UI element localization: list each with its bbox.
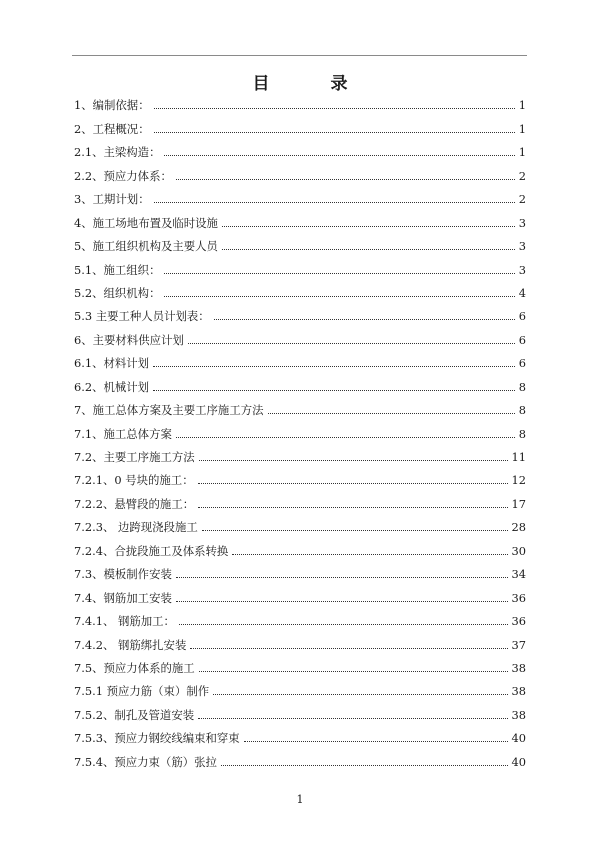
toc-entry-label: 7.2.4、合拢段施工及体系转换 xyxy=(74,543,229,558)
dot-leader xyxy=(198,718,507,719)
dot-leader xyxy=(164,273,514,274)
toc-entry-page: 8 xyxy=(518,426,526,441)
dot-leader xyxy=(222,226,515,227)
toc-title: 目 录 xyxy=(252,74,370,94)
toc-entry[interactable] xyxy=(74,419,526,442)
dot-leader xyxy=(214,319,515,320)
toc-entry-label: 7.5.1 预应力筋（束）制作 xyxy=(74,684,210,699)
toc-entry-page: 4 xyxy=(518,285,526,300)
dot-leader xyxy=(199,460,508,461)
toc-entry-page: 38 xyxy=(511,707,526,722)
toc-entry-label: 7.5.2、制孔及管道安装 xyxy=(74,707,195,722)
dot-leader xyxy=(154,202,515,203)
toc-entry-page: 37 xyxy=(511,637,526,652)
dot-leader xyxy=(179,624,508,625)
toc-entry[interactable] xyxy=(74,466,526,489)
dot-leader xyxy=(164,155,514,156)
toc-entry-page: 40 xyxy=(511,731,526,746)
toc-entry-page: 30 xyxy=(511,543,526,558)
toc-entry-label: 7.2.2、悬臂段的施工： xyxy=(74,496,195,511)
toc-entry[interactable] xyxy=(74,513,526,536)
toc-entry-label: 6.1、材料计划 xyxy=(74,356,150,371)
toc-entry[interactable] xyxy=(74,91,526,114)
toc-entry-label: 5、施工组织机构及主要人员 xyxy=(74,239,218,254)
toc-entry[interactable] xyxy=(74,325,526,348)
toc-entry-label: 7.2.3、 边跨现浇段施工 xyxy=(74,520,198,535)
dot-leader xyxy=(176,179,515,180)
toc-entry-page: 28 xyxy=(511,520,526,535)
toc-entry-label: 7.1、施工总体方案 xyxy=(74,426,172,441)
toc-entry[interactable] xyxy=(74,232,526,255)
toc-entry-label: 7、施工总体方案及主要工序施工方法 xyxy=(74,403,264,418)
toc-entry-page: 2 xyxy=(518,192,526,207)
toc-entry[interactable] xyxy=(74,677,526,700)
dot-leader xyxy=(221,765,508,766)
toc-entry-page: 1 xyxy=(518,121,526,136)
toc-entry-page: 1 xyxy=(518,145,526,160)
toc-entry[interactable] xyxy=(74,443,526,466)
toc-entry-page: 40 xyxy=(511,754,526,769)
toc-entry-label: 2、工程概况： xyxy=(74,121,150,136)
dot-leader xyxy=(188,343,515,344)
toc-entry-label: 5.2、组织机构： xyxy=(74,285,161,300)
toc-entry-page: 8 xyxy=(518,403,526,418)
toc-entry-page: 17 xyxy=(511,496,526,511)
toc-entry-page: 1 xyxy=(518,98,526,113)
dot-leader xyxy=(190,648,507,649)
toc-entry-page: 38 xyxy=(511,660,526,675)
toc-entry[interactable] xyxy=(74,489,526,512)
toc-entry-label: 7.5.4、预应力束（筋）张拉 xyxy=(74,754,217,769)
dot-leader xyxy=(164,296,514,297)
toc-entry[interactable] xyxy=(74,747,526,770)
toc-entry-page: 6 xyxy=(518,356,526,371)
toc-entry[interactable] xyxy=(74,396,526,419)
toc-entry-page: 8 xyxy=(518,379,526,394)
dot-leader xyxy=(202,530,508,531)
toc-entry-label: 7.5.3、预应力钢绞线编束和穿束 xyxy=(74,731,240,746)
toc-entry-page: 12 xyxy=(511,473,526,488)
toc-entry[interactable] xyxy=(74,724,526,747)
dot-leader xyxy=(268,413,515,414)
toc-entry[interactable] xyxy=(74,372,526,395)
dot-leader xyxy=(153,390,515,391)
toc-entry[interactable] xyxy=(74,560,526,583)
toc-entry-label: 5.3 主要工种人员计划表： xyxy=(74,309,210,324)
toc-entry[interactable] xyxy=(74,700,526,723)
toc-entry-label: 6.2、机械计划 xyxy=(74,379,150,394)
dot-leader xyxy=(176,437,515,438)
toc-entry[interactable] xyxy=(74,630,526,653)
toc-entry[interactable] xyxy=(74,607,526,630)
toc-entry[interactable] xyxy=(74,349,526,372)
toc-entry-label: 7.5、预应力体系的施工 xyxy=(74,660,195,675)
toc-entry-label: 2.2、预应力体系： xyxy=(74,168,172,183)
toc-entry-label: 7.4.1、 钢筋加工： xyxy=(74,614,175,629)
toc-entry-page: 36 xyxy=(511,590,526,605)
dot-leader xyxy=(213,694,507,695)
toc-entry-label: 4、施工场地布置及临时设施 xyxy=(74,215,218,230)
toc-entry[interactable] xyxy=(74,114,526,137)
toc-entry-page: 34 xyxy=(511,567,526,582)
dot-leader xyxy=(154,132,515,133)
toc-entry[interactable] xyxy=(74,536,526,559)
header-rule xyxy=(72,55,527,56)
dot-leader xyxy=(176,601,508,602)
toc-entry-label: 5.1、施工组织： xyxy=(74,262,161,277)
toc-entry-label: 6、主要材料供应计划 xyxy=(74,332,184,347)
dot-leader xyxy=(176,577,508,578)
toc-entry-label: 7.4、钢筋加工安装 xyxy=(74,590,172,605)
dot-leader xyxy=(198,507,507,508)
toc-entry-page: 6 xyxy=(518,332,526,347)
toc-entry-page: 38 xyxy=(511,684,526,699)
dot-leader xyxy=(154,108,515,109)
toc-entry-label: 2.1、主梁构造： xyxy=(74,145,161,160)
dot-leader xyxy=(198,483,508,484)
toc-entry-label: 3、工期计划： xyxy=(74,192,150,207)
toc-entry-label: 7.2、主要工序施工方法 xyxy=(74,450,195,464)
dot-leader xyxy=(232,554,507,555)
toc-entry-page: 3 xyxy=(518,239,526,254)
toc-entry[interactable] xyxy=(74,255,526,278)
toc-entry-page: 3 xyxy=(518,262,526,277)
toc-entry[interactable] xyxy=(74,279,526,302)
toc-entry-page: 36 xyxy=(511,614,526,629)
toc-entry-label: 1、编制依据： xyxy=(74,98,150,113)
page-number: 1 xyxy=(296,793,304,806)
toc-entry[interactable] xyxy=(74,302,526,325)
toc-entry-label: 7.4.2、 钢筋绑扎安装 xyxy=(74,637,187,652)
dot-leader xyxy=(199,671,508,672)
toc-entry-label: 7.2.1、0 号块的施工： xyxy=(74,473,194,488)
toc-entry-label: 7.3、模板制作安装 xyxy=(74,567,172,582)
dot-leader xyxy=(244,741,508,742)
toc-entry[interactable] xyxy=(74,161,526,184)
dot-leader xyxy=(153,366,515,367)
toc-entry[interactable] xyxy=(74,583,526,606)
toc-entry-page: 11 xyxy=(511,450,526,464)
toc-entry[interactable] xyxy=(74,208,526,231)
toc-list xyxy=(74,91,526,771)
toc-entry[interactable] xyxy=(74,138,526,161)
toc-entry[interactable] xyxy=(74,654,526,677)
toc-entry-page: 2 xyxy=(518,168,526,183)
dot-leader xyxy=(222,249,515,250)
toc-entry-page: 3 xyxy=(518,215,526,230)
toc-entry[interactable] xyxy=(74,185,526,208)
toc-entry-page: 6 xyxy=(518,309,526,324)
